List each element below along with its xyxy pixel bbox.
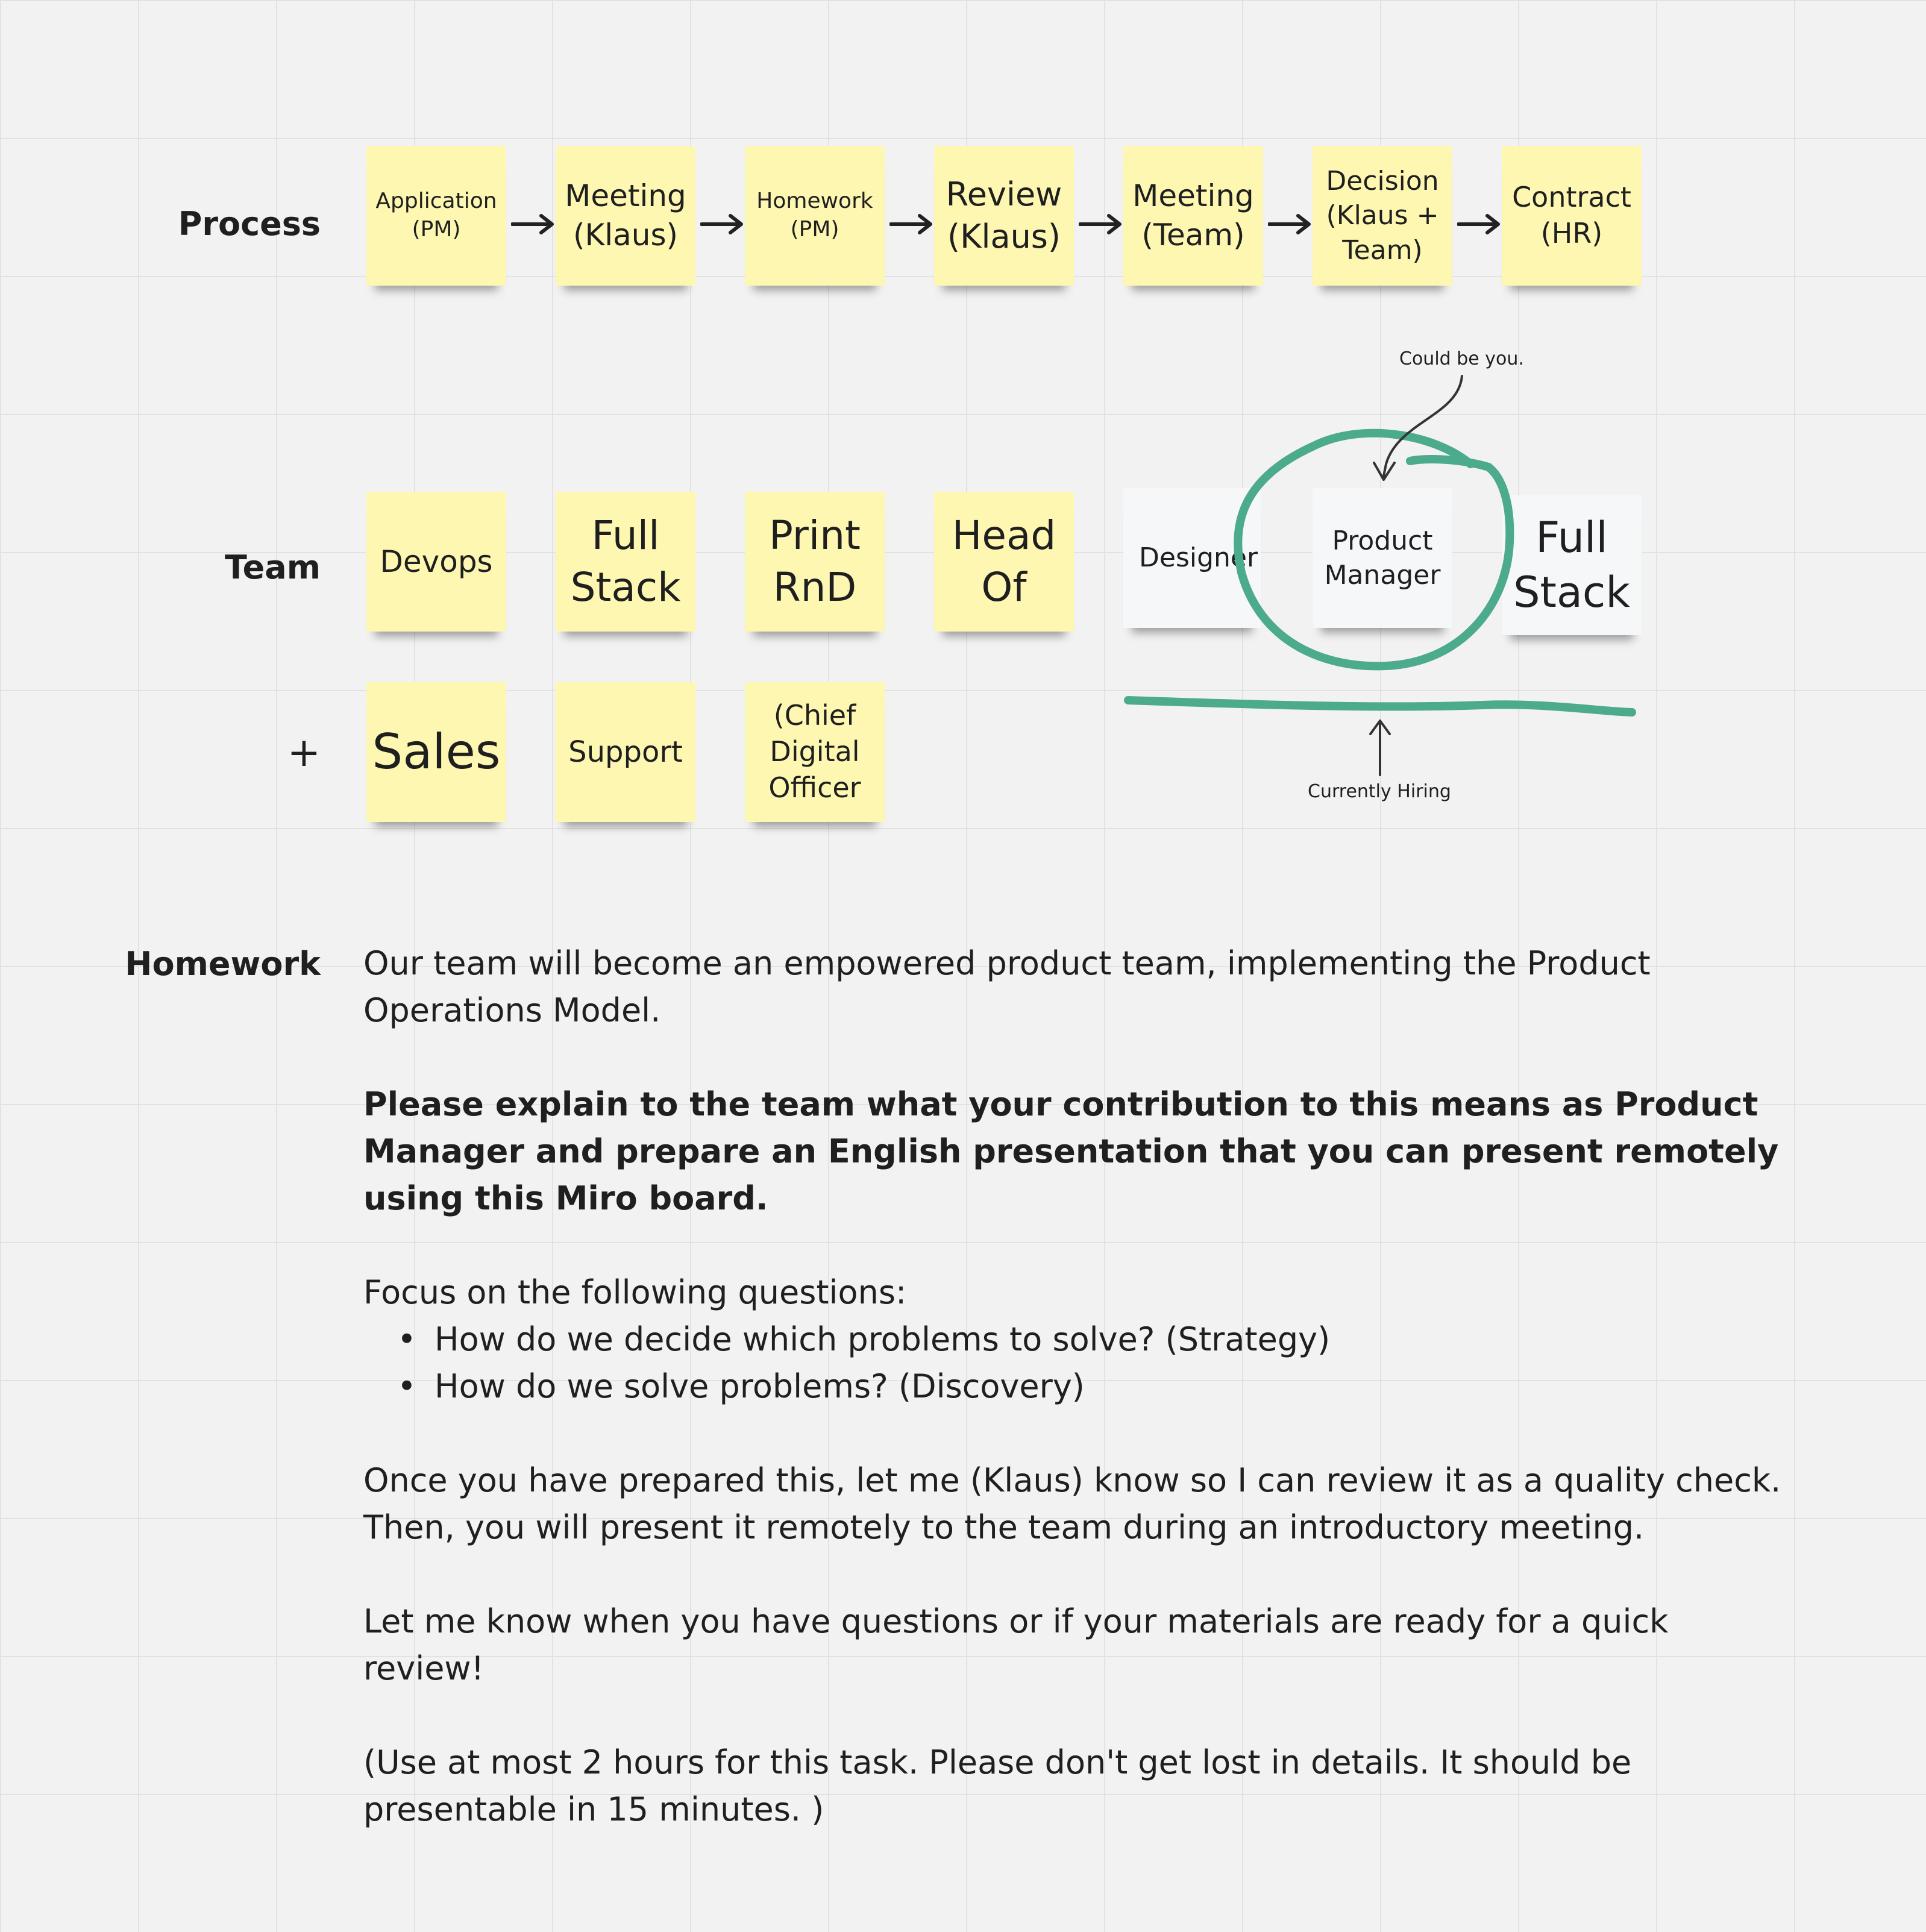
team-sales[interactable] (366, 682, 506, 822)
process-arrow-6 (1457, 212, 1502, 236)
process-step-contract[interactable] (1502, 146, 1642, 286)
hiring-product-manager[interactable] (1313, 488, 1452, 628)
team-head-of[interactable] (934, 492, 1074, 632)
process-arrow-3 (889, 212, 934, 236)
process-step-review[interactable] (934, 146, 1074, 286)
plus-label: + (287, 729, 321, 776)
process-label: Process (178, 205, 321, 243)
homework-text (363, 940, 1786, 1833)
team-label: Team (225, 548, 321, 586)
could-be-you-note: Could be you. (1399, 348, 1524, 369)
team-chief-digital-officer[interactable] (745, 682, 885, 822)
homework-task (363, 1081, 1786, 1222)
list-item (363, 1316, 1786, 1363)
homework-intro: Our team will become an empowered product team, implementing the Product Operations Model. (363, 944, 1651, 1029)
team-full-stack[interactable] (556, 492, 695, 632)
hiring-full-stack[interactable] (1502, 495, 1642, 635)
sticky-text: Product Manager (1324, 525, 1441, 591)
sticky-text: Full Stack (1513, 513, 1630, 617)
team-print-rnd[interactable] (745, 492, 885, 632)
sticky-text: Homework (PM) (756, 189, 873, 242)
currently-hiring-underline (1128, 700, 1632, 712)
homework-label: Homework (125, 945, 321, 983)
list-item-text: How do we solve problems? (Discovery) (434, 1367, 1085, 1405)
sticky-text: Print RnD (769, 512, 861, 610)
process-arrow-2 (700, 212, 745, 236)
homework-task-bold: Please explain to the team what your contribution to this means as Product Manager and prepare an English presentation that you can present remotely using this Miro board. (363, 1085, 1779, 1217)
team-devops[interactable] (366, 492, 506, 632)
sticky-text: Application (PM) (375, 189, 497, 242)
sticky-text: Head Of (952, 512, 1056, 610)
sticky-text: Support (568, 735, 683, 769)
list-item (363, 1363, 1786, 1410)
sticky-text: Full Stack (570, 512, 681, 610)
process-arrow-5 (1268, 212, 1313, 236)
sticky-text: (Chief Digital Officer (768, 699, 861, 804)
sticky-text: Devops (380, 544, 493, 579)
homework-questions-note: Let me know when you have questions or if your materials are ready for a quick review! (363, 1602, 1669, 1687)
process-step-application[interactable] (366, 146, 506, 286)
sticky-text: Sales (372, 724, 501, 780)
process-step-decision[interactable] (1313, 146, 1452, 286)
currently-hiring-note: Currently Hiring (1308, 781, 1451, 802)
bullet-icon: • (397, 1367, 416, 1405)
list-item-text: How do we decide which problems to solve? (Strategy) (434, 1320, 1331, 1358)
sticky-text: Meeting (Klaus) (565, 178, 686, 252)
bullet-icon: • (397, 1320, 416, 1358)
team-support[interactable] (556, 682, 695, 822)
currently-hiring-arrowhead (1370, 721, 1390, 734)
homework-questions (363, 1316, 1786, 1410)
process-step-meeting-team[interactable] (1123, 146, 1263, 286)
could-be-you-arrow (1384, 376, 1462, 476)
could-be-you-arrowhead (1374, 463, 1394, 480)
process-step-homework[interactable] (745, 146, 885, 286)
sticky-text: Decision (Klaus + Team) (1326, 166, 1439, 266)
sticky-text: Contract (HR) (1512, 181, 1631, 249)
process-step-meeting-klaus[interactable] (556, 146, 695, 286)
hiring-designer[interactable] (1123, 488, 1261, 628)
homework-time: (Use at most 2 hours for this task. Please don't get lost in details. It should be presentable in 15 minutes. ) (363, 1743, 1632, 1828)
homework-focus: Focus on the following questions: (363, 1273, 907, 1311)
homework-review: Once you have prepared this, let me (Klaus) know so I can review it as a quality check. Then, you will present it remotely to the team during an introductory meeting. (363, 1461, 1781, 1546)
process-arrow-4 (1079, 212, 1123, 236)
sticky-text: Review (Klaus) (946, 175, 1062, 256)
sticky-text: Meeting (Team) (1132, 178, 1254, 252)
process-arrow-1 (511, 212, 556, 236)
sticky-text: Designer (1139, 542, 1258, 574)
